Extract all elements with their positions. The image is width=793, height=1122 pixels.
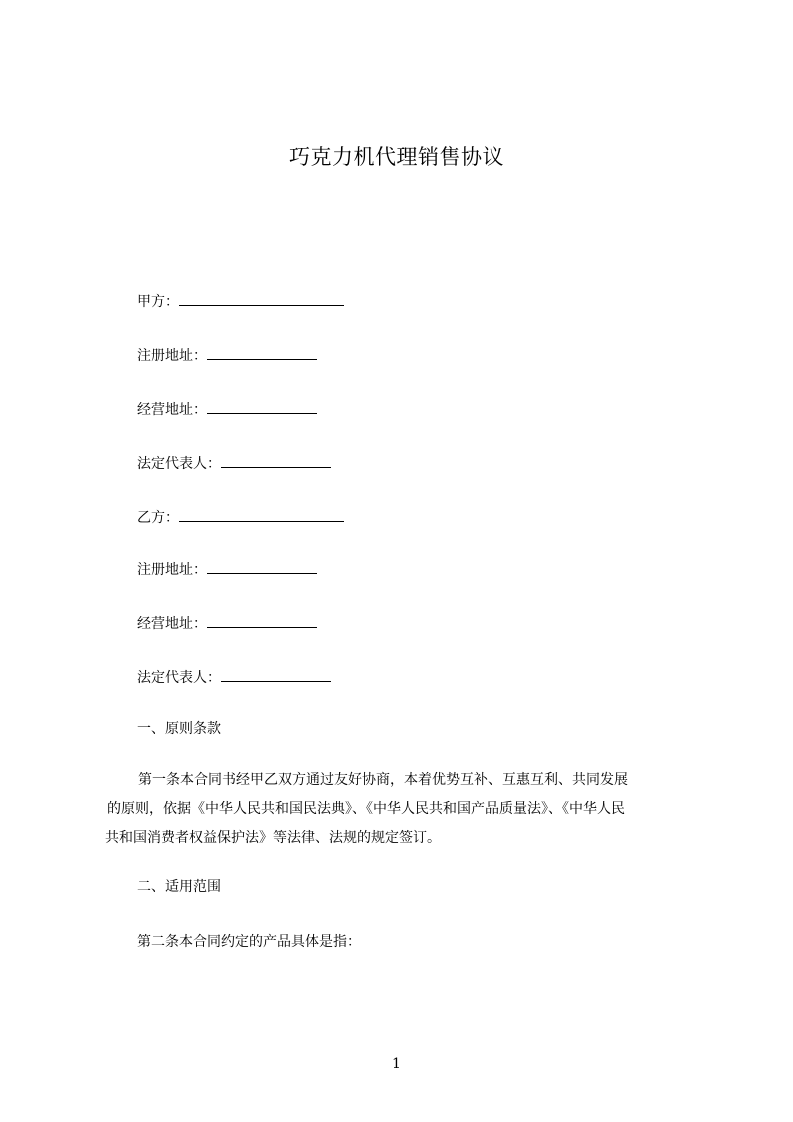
article1-paragraph: [105, 766, 725, 853]
party-a-registered-address-label: 注册地址：: [137, 348, 207, 364]
section1-heading: 一、原则条款: [137, 721, 221, 737]
party-a-registered-address-blank[interactable]: [207, 345, 317, 360]
party-b-registered-address-field: [137, 559, 317, 580]
party-b-business-address-field: [137, 613, 317, 634]
party-b-field: [137, 507, 344, 528]
party-b-business-address-label: 经营地址：: [137, 616, 207, 632]
party-a-business-address-blank[interactable]: [207, 399, 317, 414]
party-a-blank[interactable]: [179, 291, 344, 306]
party-a-business-address-field: [137, 399, 317, 420]
party-b-registered-address-label: 注册地址：: [137, 562, 207, 578]
section2-heading: 二、适用范围: [137, 879, 221, 895]
article1-line: 共和国消费者权益保护法》等法律、法规的规定签订。: [105, 830, 441, 846]
party-a-label: 甲方：: [137, 294, 179, 310]
article1-line: 的原则，依据《中华人民共和国民法典》、《中华人民共和国产品质量法》、《中华人民: [107, 801, 625, 817]
party-b-legal-rep-blank[interactable]: [221, 667, 331, 682]
page-number: 1: [392, 1056, 401, 1072]
party-a-legal-rep-field: [137, 453, 331, 474]
article1-line: 第一条本合同书经甲乙双方通过友好协商，本着优势互补、互惠互利、共同发展: [138, 772, 628, 788]
party-a-legal-rep-blank[interactable]: [221, 453, 331, 468]
party-a-field: [137, 291, 344, 312]
party-a-registered-address-field: [137, 345, 317, 366]
party-b-label: 乙方：: [137, 510, 179, 526]
party-b-legal-rep-field: [137, 667, 331, 688]
party-b-blank[interactable]: [179, 507, 344, 522]
party-b-business-address-blank[interactable]: [207, 613, 317, 628]
article2-text: 第二条本合同约定的产品具体是指：: [137, 934, 361, 950]
party-a-business-address-label: 经营地址：: [137, 402, 207, 418]
page-title: 巧克力机代理销售协议: [289, 145, 504, 169]
party-b-legal-rep-label: 法定代表人：: [137, 670, 221, 686]
party-a-legal-rep-label: 法定代表人：: [137, 456, 221, 472]
party-b-registered-address-blank[interactable]: [207, 559, 317, 574]
